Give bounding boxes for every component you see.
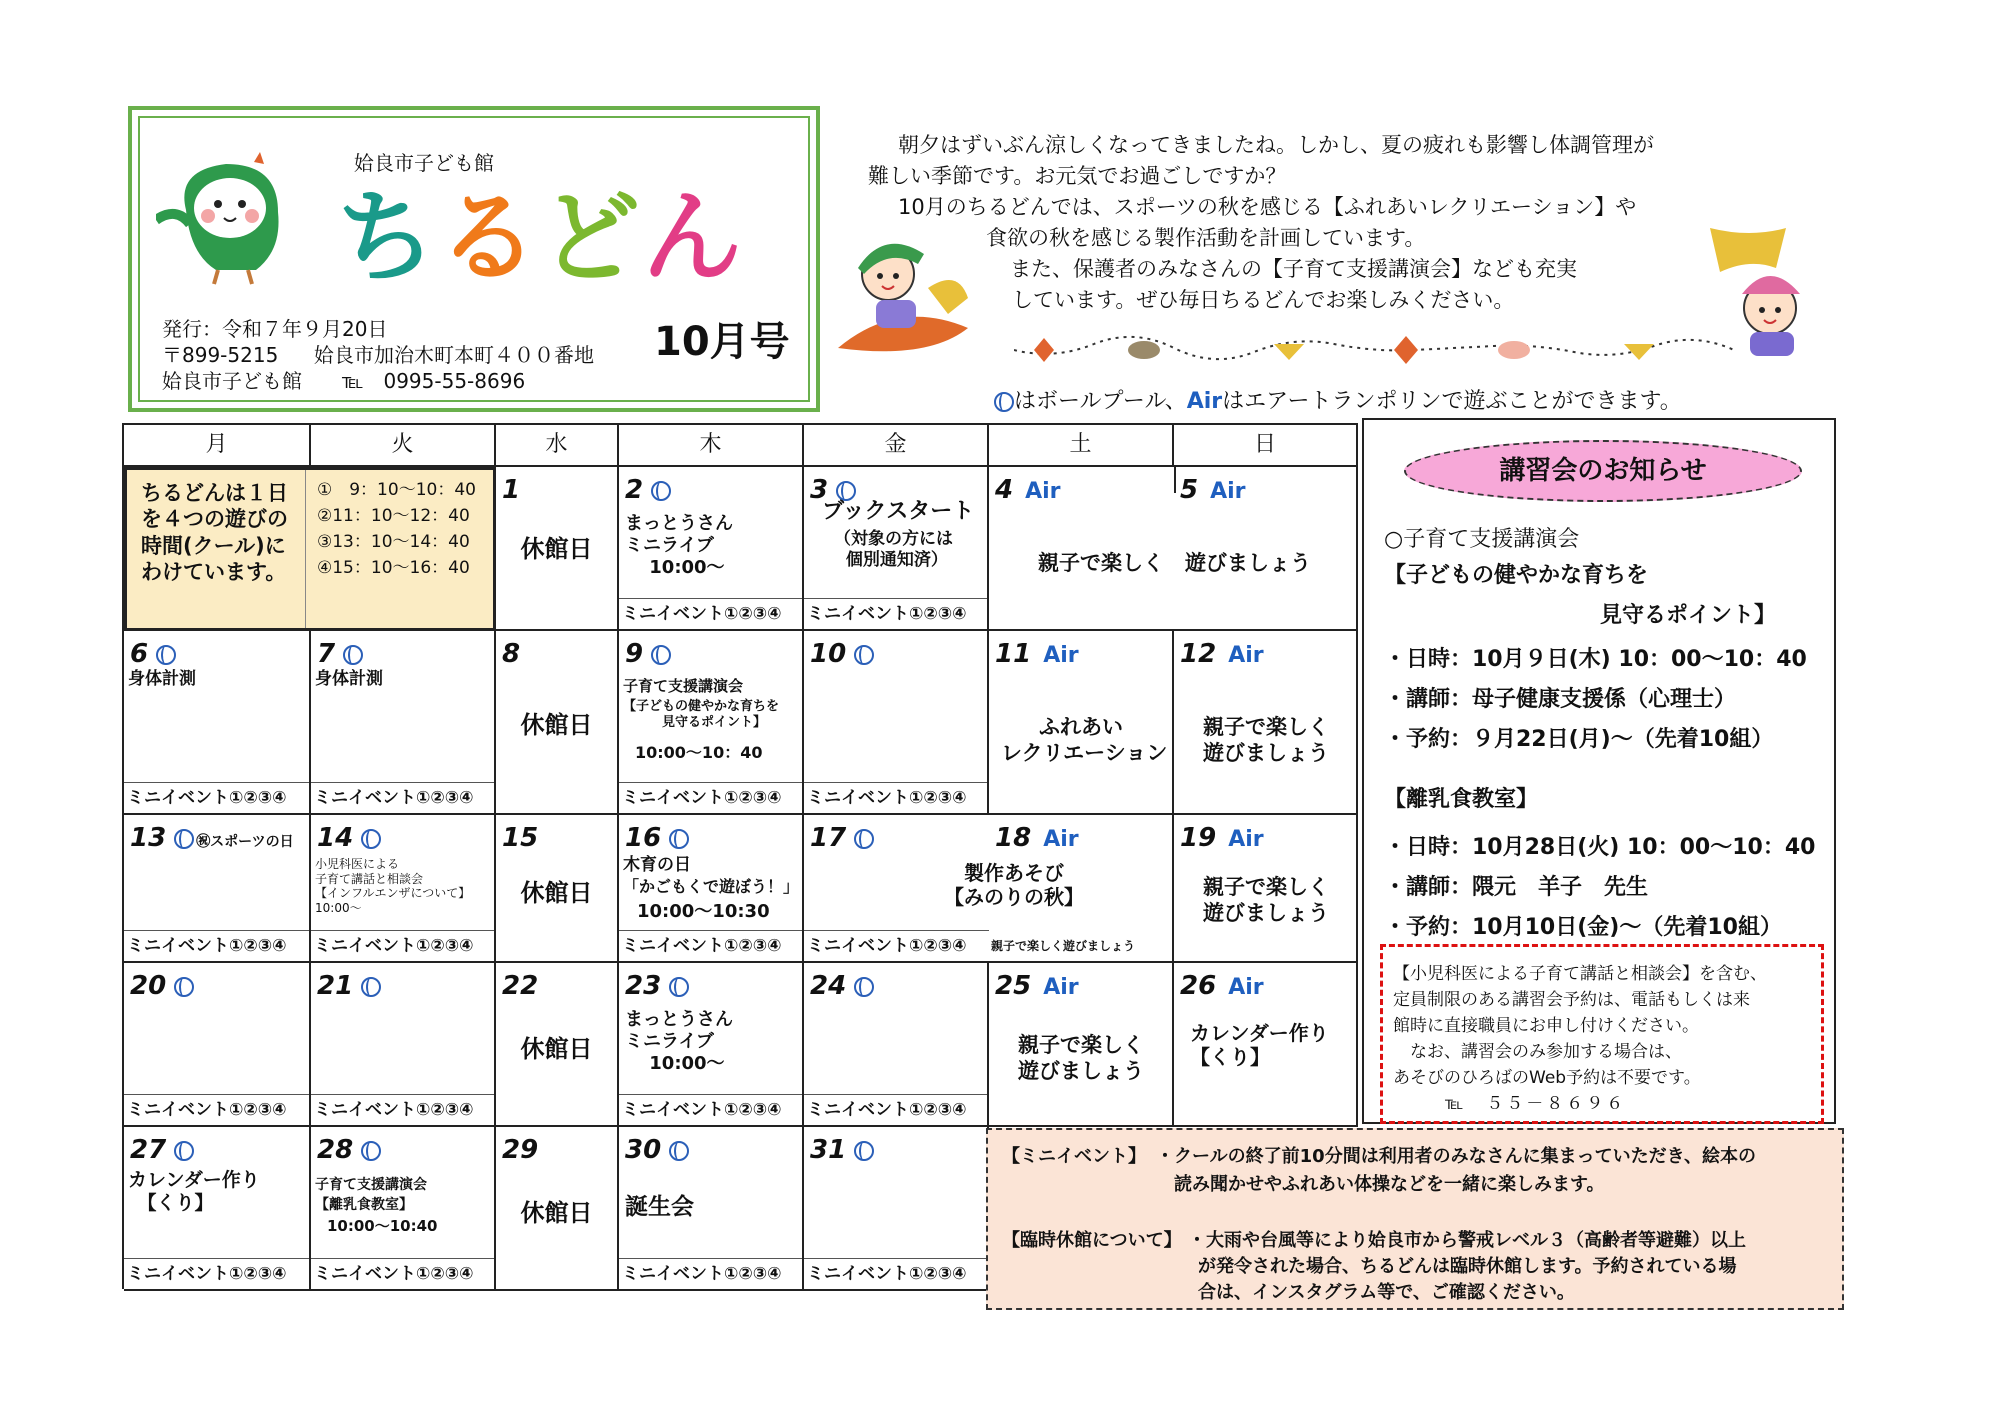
day-number: 6 [130,639,149,669]
section2-heading: 【離乳食教室】 [1384,787,1539,812]
ball-pool-icon [174,1141,194,1161]
day-cell-24 [804,963,989,1127]
closure-text-3: 合は、インスタグラム等で、ご確認ください。 [1198,1282,1575,1303]
holiday-label: ㊗スポーツの日 [196,834,294,850]
day-cell-5 [1174,467,1358,631]
section1-date: ・日時：10月９日(木) 10：00～10：40 [1384,647,1807,672]
day-cell-13 [124,815,311,963]
day-cell-29 [496,1127,619,1291]
ball-pool-icon [994,392,1014,412]
intro-line-1: 朝夕はずいぶん涼しくなってきましたね。しかし、夏の疲れも影響し体調管理が [898,133,1654,157]
day-cell-16 [619,815,804,963]
event-text: カレンダー作り 【くり】 [128,1169,260,1215]
mini-event: ミニイベント①②③④ [311,1258,494,1289]
day-cell-20 [124,963,311,1127]
event-text: まっとうさん ミニライブ 10:00～ [625,513,733,578]
header-box [128,106,820,412]
mini-event: ミニイベント①②③④ [619,930,802,961]
day-cell-30 [619,1127,804,1291]
day-number: 20 [130,971,167,1001]
time-slot-2: ②11：10～12：40 [317,506,470,526]
closed-label: 休館日 [520,879,593,907]
weekday-sat: 土 [989,425,1174,467]
air-label: Air [1043,643,1079,668]
event-text: カレンダー作り 【くり】 [1190,1021,1329,1070]
day-number: 30 [625,1135,662,1165]
day-number: 9 [625,639,644,669]
intro-line-5: また、保護者のみなさんの【子育て支援講演会】なども充実 [1010,257,1577,281]
legend-ball-text: はボールプール、 [1014,389,1187,414]
ball-pool-icon [651,645,671,665]
event-text: 身体計測 [128,669,196,689]
ball-pool-icon [343,645,363,665]
mini-event: ミニイベント①②③④ [311,930,494,961]
section1-subtitle-2: 見守るポイント】 [1600,603,1777,628]
day-number: 13 [130,823,167,853]
org-footer: 姶良市子ども館 [162,369,302,393]
issue-label: 10月号 [654,319,790,365]
day-number: 29 [502,1135,539,1165]
event-text: 親子で楽しく 遊びましょう [1203,715,1329,765]
day-cell-14 [311,815,496,963]
event-text: 親子で楽しく遊びましょう [991,939,1136,953]
leaves-garland-icon [1014,330,1774,370]
intro-line-6: しています。ぜひ毎日ちるどんでお楽しみください。 [1012,288,1515,312]
time-slot-4: ④15：10～16：40 [317,558,470,578]
day-cell-28 [311,1127,496,1291]
weekday-fri: 金 [804,425,989,467]
day-cell-25 [989,963,1174,1127]
mini-event: ミニイベント①②③④ [124,1258,309,1289]
day-number: 27 [130,1135,167,1165]
closure-label: 【臨時休館について】 [1002,1230,1182,1251]
weekday-wed: 水 [496,425,619,467]
mini-event: ミニイベント①②③④ [124,930,309,961]
day-number: 22 [502,971,539,1001]
ball-pool-icon [854,829,874,849]
legend-air: Air [1186,389,1223,414]
phone-number: ℡ 0995-55-8696 [342,369,526,393]
event-time: 10:00～10:30 [637,901,770,922]
day-cell-27 [124,1127,311,1291]
mini-event: ミニイベント①②③④ [619,1094,802,1125]
event-text: 親子で楽しく 遊びましょう [1203,875,1329,925]
day-cell-7 [311,631,496,815]
ball-pool-icon [156,645,176,665]
day-number: 11 [995,639,1032,669]
day-cell-31 [804,1127,989,1291]
day-cell-6 [124,631,311,815]
closed-label: 休館日 [520,1199,593,1227]
panel-title: 講習会のお知らせ [1404,440,1802,502]
section1-lecturer: ・講師：母子健康支援係（心理士） [1384,687,1737,712]
day-number: 17 [810,823,847,853]
day-number: 18 [995,823,1032,853]
info-box [986,1128,1844,1310]
day-number: 26 [1180,971,1217,1001]
day-number: 3 [810,475,829,505]
day-cell-15 [496,815,619,963]
event-title: 子育て支援講演会 [315,1177,427,1193]
notice-tel: ℡ ５５－８６９６ [1445,1094,1627,1114]
ball-pool-icon [836,481,856,501]
day-cell-2 [619,467,804,631]
mini-event: ミニイベント①②③④ [619,598,802,629]
day-cell-22 [496,963,619,1127]
ball-pool-icon [361,977,381,997]
day-cell-26 [1174,963,1358,1127]
ball-pool-icon [669,977,689,997]
ball-pool-icon [669,1141,689,1161]
mini-event: ミニイベント①②③④ [124,1094,309,1125]
legend-air-text: はエアートランポリンで遊ぶことができます。 [1222,389,1682,414]
notice-line-4: なお、講習会のみ参加する場合は、 [1393,1042,1682,1062]
published-date: 発行：令和７年９月20日 [162,317,388,341]
air-label: Air [1043,975,1079,1000]
day-cell-9 [619,631,804,815]
org-name: 姶良市子ども館 [354,151,494,175]
air-label: Air [1228,975,1264,1000]
day-number: 25 [995,971,1032,1001]
intro-line-2: 難しい季節です。お元気でお過ごしですか？ [868,164,1287,188]
ball-pool-icon [854,1141,874,1161]
mini-event: ミニイベント①②③④ [804,1094,987,1125]
day-number: 21 [317,971,354,1001]
day-number: 7 [317,639,336,669]
mini-event: ミニイベント①②③④ [311,782,494,813]
day-number: 8 [502,639,521,669]
time-slot-1: ① 9：10～10：40 [317,480,476,500]
day-number: 4 [995,475,1014,505]
time-slot-3: ③13：10～14：40 [317,532,470,552]
air-label: Air [1210,479,1246,504]
closed-label: 休館日 [520,535,593,563]
mini-event: ミニイベント①②③④ [124,782,309,813]
day-number: 12 [1180,639,1217,669]
owl-mascot-icon [156,150,306,290]
event-text: （対象の方には 個別通知済） [834,529,953,570]
ball-pool-icon [174,977,194,997]
mini-event-label: 【ミニイベント】 [1002,1146,1146,1167]
day-cell-1 [496,467,619,631]
event-text: ふれあい レクリエーション [1001,715,1168,765]
day-cell-8 [496,631,619,815]
event-time: 10:00～10：40 [635,743,763,762]
day-number: 16 [625,823,662,853]
notice-line-1: 【小児科医による子育て講話と相談会】を含む、 [1393,964,1767,984]
cool-info-cell [124,467,496,631]
day-cell-19 [1174,815,1358,963]
day-cell-4 [989,467,1174,631]
day-number: 2 [625,475,644,505]
day-number: 14 [317,823,354,853]
section2-lecturer: ・講師：隈元 羊子 先生 [1384,875,1649,900]
child-left-illustration [828,228,978,360]
event-text: 誕生会 [625,1194,694,1220]
intro-line-3: 10月のちるどんでは、スポーツの秋を感じる【ふれあいレクリエーション】や [898,195,1637,219]
address: 姶良市加治木町本町４００番地 [314,343,594,367]
mini-event: ミニイベント①②③④ [804,598,987,629]
notice-line-5: あそびのひろばのWeb予約は不要です。 [1393,1068,1701,1088]
event-text: 【子どもの健やかな育ちを 見守るポイント】 [623,699,780,730]
weekday-sun: 日 [1174,425,1358,467]
mini-event: ミニイベント①②③④ [804,1258,987,1289]
section2-reserve: ・予約：10月10日(金)～（先着10組） [1384,915,1782,940]
ball-pool-icon [174,829,194,849]
section1-subtitle-1: 【子どもの健やかな育ちを [1384,563,1649,588]
event-text-4-5: 親子で楽しく 遊びましょう [1038,551,1311,575]
mini-event: ミニイベント①②③④ [311,1094,494,1125]
mini-event-text-1: ・クールの終了前10分間は利用者のみなさんに集まっていただき、絵本の [1156,1146,1756,1167]
legend [994,384,1682,415]
mini-event: ミニイベント①②③④ [619,1258,802,1289]
air-label: Air [1228,643,1264,668]
ball-pool-icon [854,645,874,665]
event-text: 親子で楽しく 遊びましょう [1018,1033,1144,1083]
ball-pool-icon [361,829,381,849]
day-number: 23 [625,971,662,1001]
closure-text-2: が発令された場合、ちるどんは臨時休館します。予約されている場 [1198,1256,1737,1277]
day-number: 31 [810,1135,847,1165]
day-number: 19 [1180,823,1217,853]
mini-event: ミニイベント①②③④ [804,782,987,813]
event-title: 子育て支援講演会 [623,677,744,695]
day-number: 28 [317,1135,354,1165]
reservation-notice [1380,944,1824,1124]
day-cell-12 [1174,631,1358,815]
mini-event: ミニイベント①②③④ [619,782,802,813]
day-number: 5 [1180,475,1199,505]
intro-line-4: 食欲の秋を感じる製作活動を計画しています。 [986,226,1426,250]
weekday-mon: 月 [124,425,311,467]
air-label: Air [1025,479,1061,504]
section2-date: ・日時：10月28日(火) 10：00～10：40 [1384,835,1816,860]
day-cell-11 [989,631,1174,815]
section1-reserve: ・予約：９月22日(月)～（先着10組） [1384,727,1774,752]
event-text: 「かごもくで遊ぼう！」 [623,877,800,896]
cool-info-text: ちるどんは１日 を４つの遊びの 時間(クール)に わけています。 [141,481,288,584]
day-number: 24 [810,971,847,1001]
event-time: 10:00～10:40 [327,1217,438,1235]
weekday-tue: 火 [311,425,496,467]
address-zip: 〒899-5215 [162,343,279,367]
event-text: 身体計測 [315,669,383,689]
day-cell-23 [619,963,804,1127]
mini-event-text-2: 読み聞かせやふれあい体操などを一緒に楽しみます。 [1174,1174,1605,1195]
event-text: 小児科医による 子育て講話と相談会 【インフルエンザについて】 10:00～ [315,857,471,915]
mini-event: ミニイベント①②③④ [804,930,989,961]
event-text-17: 製作あそび 【みのりの秋】 [944,861,1084,910]
day-cell-10 [804,631,989,815]
ball-pool-icon [361,1141,381,1161]
day-cell-21 [311,963,496,1127]
notice-line-2: 定員制限のある講習会予約は、電話もしくは来 [1393,990,1750,1010]
event-title: 木育の日 [623,855,691,875]
air-label: Air [1043,827,1079,852]
event-text: まっとうさん ミニライブ 10:00～ [625,1009,733,1074]
ball-pool-icon [854,977,874,997]
section1-heading: ○子育て支援講演会 [1384,527,1580,552]
day-number: 15 [502,823,539,853]
closed-label: 休館日 [520,1035,593,1063]
day-cell-3 [804,467,989,631]
event-text: 【離乳食教室】 [315,1197,413,1213]
ball-pool-icon [669,829,689,849]
ball-pool-icon [651,481,671,501]
child-right-illustration [1690,228,1840,360]
event-title: ブックスタート [822,499,975,524]
day-number: 1 [502,475,521,505]
closed-label: 休館日 [520,711,593,739]
day-number: 10 [810,639,847,669]
logo-title: ちるどん [336,179,744,296]
closure-text-1: ・大雨や台風等により姶良市から警戒レベル３（高齢者等避難）以上 [1188,1230,1746,1251]
weekday-thu: 木 [619,425,804,467]
air-label: Air [1228,827,1264,852]
notice-line-3: 館時に直接職員にお申し付けください。 [1393,1016,1699,1036]
